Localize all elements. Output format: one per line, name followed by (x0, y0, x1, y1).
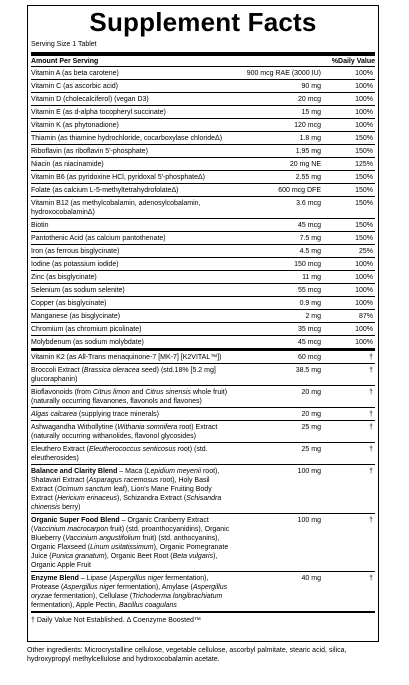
nutrient-dv: 100% (355, 287, 373, 294)
nutrient-dv: 100% (355, 96, 373, 103)
table-row (31, 322, 375, 335)
nutrient-dv: 100% (355, 339, 373, 346)
nutrient-list (31, 66, 375, 348)
nutrient-amt: 20 mcg (298, 96, 321, 103)
table-row (31, 296, 375, 309)
nutrient-name: Niacin (as niacinamide) (31, 161, 104, 168)
nutrient-name: Vitamin K (as phytonadione) (31, 122, 119, 129)
dv-header: %Daily Value (331, 58, 375, 65)
nutrient-dv: 150% (355, 135, 373, 142)
nutrient-dv: 100% (355, 70, 373, 77)
nutrient-amt: 3.6 mcg (296, 200, 321, 207)
table-row (31, 244, 375, 257)
nutrient-name: Iron (as ferrous bisglycinate) (31, 248, 120, 255)
nutrient-dv: 25% (358, 248, 373, 255)
table-row: Vitamin K2 (as All-Trans menaquinone-7 [MK-7] [K2VITAL™]) 60 mcg † (31, 350, 375, 363)
nutrient-amt: 900 mcg RAE (3000 IU) (246, 70, 321, 77)
nutrient-name: Zinc (as bisglycinate) (31, 274, 97, 281)
nutrient-amt: 15 mg (301, 109, 321, 116)
table-row (31, 218, 375, 231)
table-row (31, 131, 375, 144)
nutrient-dv: 150% (355, 222, 373, 229)
nutrient-name: Pantothenic Acid (as calcium pantothenate) (31, 235, 166, 242)
nutrient-dv: 125% (355, 161, 373, 168)
nutrient-name: Riboflavin (as riboflavin 5'-phosphate) (31, 148, 148, 155)
nutrient-name: Iodine (as potassium iodide) (31, 261, 119, 268)
nutrient-name: Thiamin (as thiamine hydrochloride, cocarboxylase chlorideΔ) (31, 135, 223, 142)
nutrient-name: Selenium (as sodium selenite) (31, 287, 125, 294)
nutrient-dv: 100% (355, 83, 373, 90)
table-row (31, 183, 375, 196)
nutrient-amt: 7.5 mg (299, 235, 321, 242)
table-row (31, 257, 375, 270)
amount-header: Amount Per Serving (31, 58, 99, 65)
nutrient-name: Vitamin D (cholecalciferol) (vegan D3) (31, 96, 149, 103)
nutrient-dv: 150% (355, 148, 373, 155)
table-row (31, 105, 375, 118)
table-row: Algas calcarea (supplying trace minerals) 20 mg † (31, 407, 375, 420)
nutrient-dv: 100% (355, 109, 373, 116)
nutrient-amt: 150 mcg (294, 261, 321, 268)
nutrient-dv: 100% (355, 274, 373, 281)
nutrient-amt: 20 mg NE (289, 161, 321, 168)
divider (31, 52, 375, 56)
serving-size: Serving Size 1 Tablet (31, 41, 97, 48)
table-row (31, 79, 375, 92)
nutrient-name: Folate (as calcium L-5-methyltetrahydrofolateΔ) (31, 187, 179, 194)
nutrient-name: Vitamin A (as beta carotene) (31, 70, 119, 77)
nutrient-amt: 55 mcg (298, 287, 321, 294)
table-row: Bioflavonoids (from Citrus limon and Citrus sinensis whole fruit) (naturally occurring flavanones, flavonols and flavones) 20 mg † (31, 385, 375, 407)
table-row (31, 92, 375, 105)
table-row (31, 270, 375, 283)
nutrient-amt: 1.8 mg (299, 135, 321, 142)
nutrient-dv: 150% (355, 200, 373, 207)
table-row (31, 157, 375, 170)
nutrient-dv: 100% (355, 300, 373, 307)
nutrient-name: Manganese (as bisglycinate) (31, 313, 121, 320)
table-row: Enzyme Blend – Lipase (Aspergillus niger fermentation), Protease (Aspergillus niger fermentation), Amylase (Aspergillus oryzae fermentation), Cellulase (Trichoderma longibrachiatum fermentation), Apple Pectin, Bacillus coagulans 40 mg † (31, 571, 375, 611)
nutrient-amt: 11 mg (302, 274, 321, 281)
table-row (31, 170, 375, 183)
nutrient-amt: 4.5 mg (299, 248, 321, 255)
nutrient-name: Vitamin B6 (as pyridoxine HCl, pyridoxal 5'-phosphateΔ) (31, 174, 205, 181)
other-ingredients: Other ingredients: Microcrystalline cellulose, vegetable cellulose, ascorbyl palmitate, stearic acid, silica, hydroxypropyl methylcellulose and hydroxocobalamin acetate. (27, 647, 347, 663)
nutrient-name: Chromium (as chromium picolinate) (31, 326, 142, 333)
nutrient-name: Vitamin B12 (as methylcobalamin, adenosylcobalamin, hydroxocobalaminΔ) (31, 200, 201, 216)
table-row (31, 335, 375, 348)
nutrient-amt: 1.95 mg (295, 148, 321, 155)
nutrient-amt: 0.9 mg (299, 300, 321, 307)
nutrient-name: Vitamin C (as ascorbic acid) (31, 83, 119, 90)
table-row (31, 144, 375, 157)
column-header (31, 57, 375, 66)
nutrient-dv: 100% (355, 122, 373, 129)
nutrient-amt: 2.55 mg (295, 174, 321, 181)
table-row (31, 196, 375, 218)
nutrient-dv: 150% (355, 174, 373, 181)
specialty-list (31, 350, 375, 611)
table-row (31, 309, 375, 322)
footnote: † Daily Value Not Established. Δ Coenzyme Boosted™ (31, 611, 375, 625)
supplement-facts-panel (27, 5, 379, 642)
nutrient-amt: 35 mcg (298, 326, 321, 333)
nutrient-amt: 120 mcg (294, 122, 321, 129)
nutrient-amt: 45 mcg (298, 339, 321, 346)
nutrient-dv: 100% (355, 326, 373, 333)
nutrient-amt: 45 mcg (298, 222, 321, 229)
nutrient-name: Molybdenum (as sodium molybdate) (31, 339, 144, 346)
table-row (31, 283, 375, 296)
nutrient-dv: 150% (355, 187, 373, 194)
table-row (31, 118, 375, 131)
table-row (31, 66, 375, 79)
nutrient-name: Copper (as bisglycinate) (31, 300, 107, 307)
table-row: Organic Super Food Blend – Organic Cranberry Extract (Vaccinium macrocarpon fruit) (std. proanthocyanidins), Organic Blueberry (Vaccinium angustifolium fruit) (std. anthocyanins), Organic Flaxseed (Linum usitatissimum), Organic Pomegranate Juice (Punica granatum), Organic Beet Root (Beta vulgaris), Organic Apple Fruit 100 mg † (31, 513, 375, 571)
nutrient-amt: 2 mg (305, 313, 321, 320)
nutrient-dv: 100% (355, 261, 373, 268)
nutrient-dv: 150% (355, 235, 373, 242)
table-row: Balance and Clarity Blend – Maca (Lepidium meyenii root), Shatavari Extract (Asparagus racemosus root), Holy Basil Extract (Ocimum sanctum leaf), Lion's Mane Fruiting Body Extract (Hericium erinaceus), Schizandra Extract (Schisandra chinensis berry) 100 mg † (31, 464, 375, 513)
panel-title: Supplement Facts (89, 7, 317, 37)
nutrient-amt: 600 mcg DFE (278, 187, 321, 194)
nutrient-name: Vitamin E (as d-alpha tocopheryl succinate) (31, 109, 166, 116)
nutrient-name: Biotin (31, 222, 49, 229)
nutrient-dv: 87% (358, 313, 373, 320)
table-row: Eleuthero Extract (Eleutherococcus senticosus root) (std. eleutherosides) 25 mg † (31, 442, 375, 464)
nutrient-amt: 90 mg (301, 83, 321, 90)
table-row: Broccoli Extract (Brassica oleracea seed) (std.18% [5.2 mg] glucoraphanin) 38.5 mg † (31, 363, 375, 385)
table-row (31, 231, 375, 244)
table-row: Ashwagandha Withollytine (Withania somnifera root) Extract (naturally occurring withanolides, flavonol glycosides) 25 mg † (31, 420, 375, 442)
